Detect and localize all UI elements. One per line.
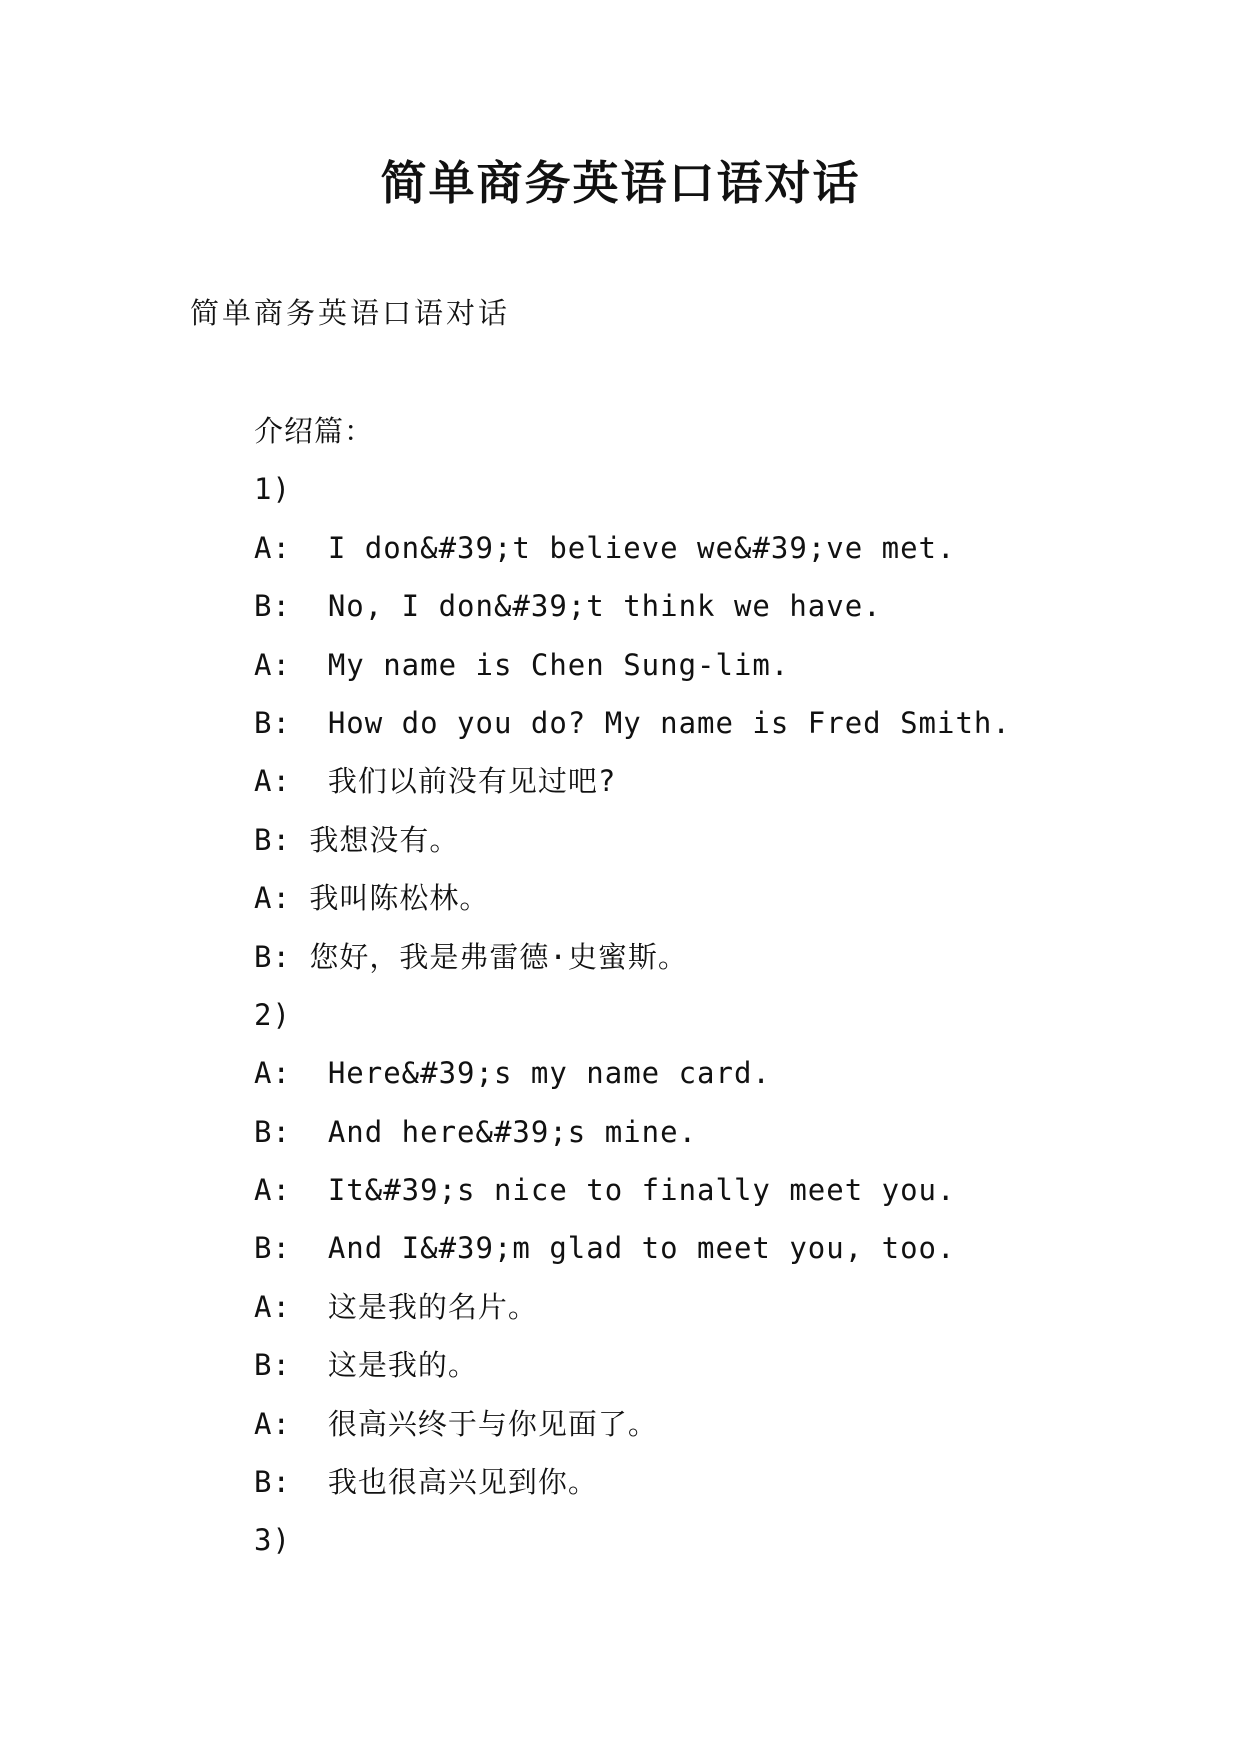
dialogue-line: B: 这是我的。 bbox=[254, 1348, 478, 1383]
dialogue-line: B: 我想没有。 bbox=[254, 822, 460, 857]
dialogue-line: A: It&#39;s nice to finally meet you. bbox=[254, 1173, 956, 1208]
dialogue-number: 1) bbox=[254, 472, 291, 507]
dialogue-line: A: My name is Chen Sung-lim. bbox=[254, 647, 790, 682]
dialogue-number: 2) bbox=[254, 997, 291, 1032]
dialogue-line: A: 很高兴终于与你见面了。 bbox=[254, 1406, 658, 1441]
dialogue-line: A: 这是我的名片。 bbox=[254, 1289, 538, 1324]
dialogue-line: A: 我叫陈松林。 bbox=[254, 881, 490, 916]
dialogue-number: 3) bbox=[254, 1523, 291, 1558]
dialogue-line: B: How do you do? My name is Fred Smith. bbox=[254, 705, 1011, 740]
dialogue-line: A: I don&#39;t believe we&#39;ve met. bbox=[254, 530, 956, 565]
dialogue-line: B: 我也很高兴见到你。 bbox=[254, 1465, 598, 1500]
dialogue-body bbox=[254, 409, 1154, 1577]
dialogue-line: B: No, I don&#39;t think we have. bbox=[254, 589, 882, 624]
dialogue-line: A: 我们以前没有见过吧? bbox=[254, 764, 617, 799]
section-heading: 介绍篇： bbox=[254, 414, 375, 448]
dialogue-line: B: 您好，我是弗雷德·史蜜斯。 bbox=[254, 939, 688, 974]
dialogue-line: A: Here&#39;s my name card. bbox=[254, 1056, 771, 1091]
dialogue-line: B: And I&#39;m glad to meet you, too. bbox=[254, 1231, 956, 1266]
dialogue-line: B: And here&#39;s mine. bbox=[254, 1114, 698, 1149]
document-subtitle: 简单商务英语口语对话 bbox=[190, 296, 511, 330]
document-title: 简单商务英语口语对话 bbox=[380, 156, 861, 210]
